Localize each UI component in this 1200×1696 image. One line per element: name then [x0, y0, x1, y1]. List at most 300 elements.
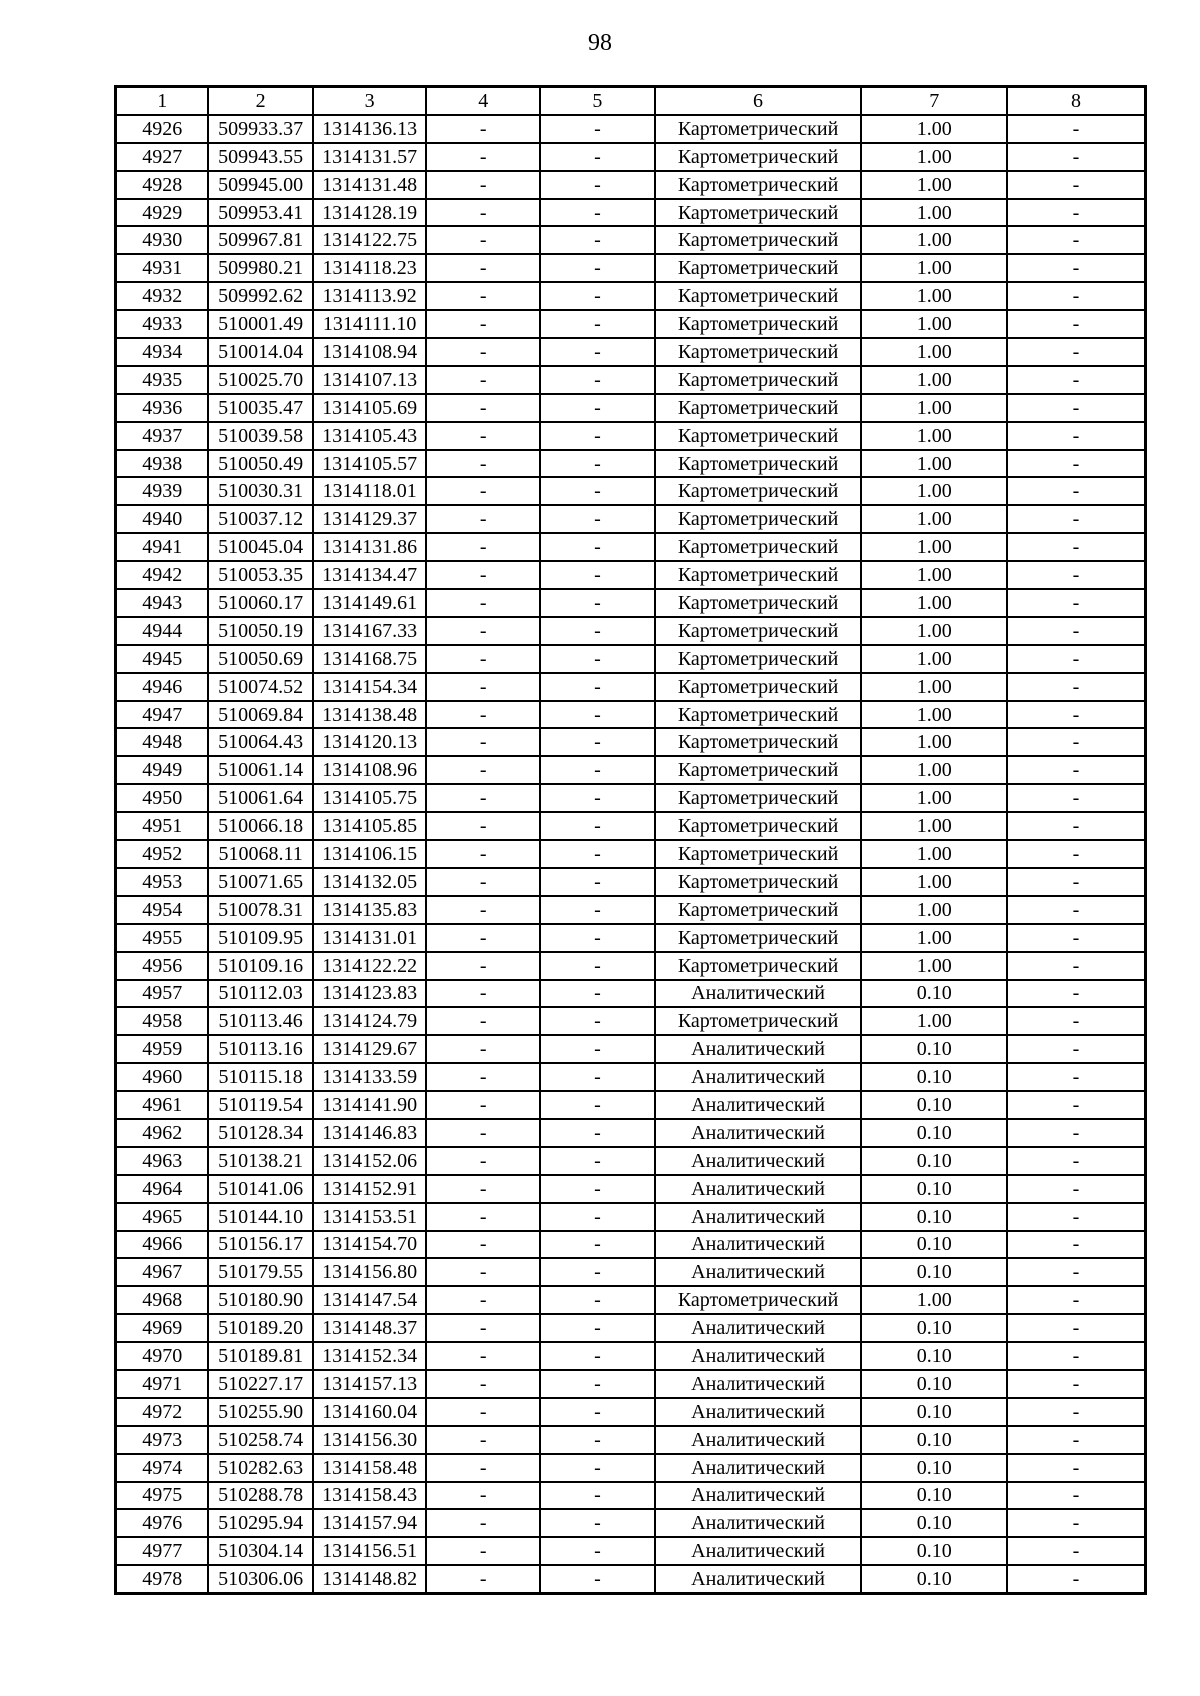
- table-cell: 4956: [116, 952, 209, 980]
- column-header: 5: [540, 87, 655, 115]
- table-row: [116, 728, 1146, 756]
- table-cell: 1314122.22: [313, 952, 427, 980]
- table-cell: 4976: [116, 1509, 209, 1537]
- table-cell: 4963: [116, 1147, 209, 1175]
- table-cell: -: [426, 450, 540, 478]
- table-cell: -: [540, 1258, 655, 1286]
- table-cell: 1.00: [861, 868, 1007, 896]
- table-cell: 0.10: [861, 1314, 1007, 1342]
- table-cell: -: [1007, 1565, 1145, 1593]
- table-row: [116, 589, 1146, 617]
- table-cell: 1314153.51: [313, 1203, 427, 1231]
- table-cell: -: [426, 1035, 540, 1063]
- table-row: [116, 645, 1146, 673]
- table-cell: 509967.81: [208, 226, 312, 254]
- table-cell: 1314120.13: [313, 728, 427, 756]
- table-cell: 1314157.13: [313, 1370, 427, 1398]
- table-cell: 1.00: [861, 812, 1007, 840]
- table-row: [116, 561, 1146, 589]
- table-cell: -: [540, 1286, 655, 1314]
- table-cell: 510068.11: [208, 840, 312, 868]
- table-cell: 509980.21: [208, 254, 312, 282]
- table-cell: 1.00: [861, 366, 1007, 394]
- table-cell: -: [426, 1007, 540, 1035]
- table-cell: 1314156.80: [313, 1258, 427, 1286]
- table-cell: 4977: [116, 1537, 209, 1565]
- column-header: 8: [1007, 87, 1145, 115]
- table-cell: -: [1007, 1119, 1145, 1147]
- table-cell: -: [540, 1537, 655, 1565]
- table-row: [116, 338, 1146, 366]
- table-cell: 0.10: [861, 1565, 1007, 1593]
- table-cell: 1.00: [861, 728, 1007, 756]
- table-cell: Аналитический: [655, 1370, 862, 1398]
- table-cell: -: [540, 422, 655, 450]
- table-cell: 1.00: [861, 310, 1007, 338]
- column-header: 6: [655, 87, 862, 115]
- table-cell: -: [1007, 1398, 1145, 1426]
- table-cell: -: [426, 199, 540, 227]
- table-cell: 4971: [116, 1370, 209, 1398]
- table-cell: 1314129.67: [313, 1035, 427, 1063]
- table-row: [116, 1007, 1146, 1035]
- table-cell: -: [1007, 1203, 1145, 1231]
- table-cell: 510025.70: [208, 366, 312, 394]
- table-cell: Аналитический: [655, 1175, 862, 1203]
- table-row: [116, 1063, 1146, 1091]
- table-cell: 1.00: [861, 422, 1007, 450]
- table-row: [116, 1454, 1146, 1482]
- table-cell: 1314106.15: [313, 840, 427, 868]
- table-row: [116, 784, 1146, 812]
- table-cell: 4933: [116, 310, 209, 338]
- table-body: [116, 115, 1146, 1594]
- table-cell: -: [426, 1147, 540, 1175]
- table-cell: 0.10: [861, 1035, 1007, 1063]
- table-cell: Картометрический: [655, 477, 862, 505]
- table-cell: 4947: [116, 701, 209, 729]
- table-cell: 1.00: [861, 645, 1007, 673]
- table-cell: Аналитический: [655, 1426, 862, 1454]
- table-cell: -: [1007, 645, 1145, 673]
- table-cell: 1.00: [861, 477, 1007, 505]
- table-cell: 1314105.69: [313, 394, 427, 422]
- table-row: [116, 1537, 1146, 1565]
- table-cell: 4950: [116, 784, 209, 812]
- table-row: [116, 1565, 1146, 1593]
- table-cell: -: [1007, 1035, 1145, 1063]
- table-cell: -: [540, 1565, 655, 1593]
- table-cell: -: [426, 226, 540, 254]
- table-cell: -: [540, 533, 655, 561]
- table-cell: 510258.74: [208, 1426, 312, 1454]
- table-cell: -: [1007, 366, 1145, 394]
- table-cell: 1314148.82: [313, 1565, 427, 1593]
- table-cell: 0.10: [861, 1454, 1007, 1482]
- table-cell: 510180.90: [208, 1286, 312, 1314]
- table-cell: -: [540, 1147, 655, 1175]
- table-cell: -: [426, 1286, 540, 1314]
- table-cell: 1.00: [861, 505, 1007, 533]
- table-cell: -: [540, 896, 655, 924]
- table-cell: 0.10: [861, 1509, 1007, 1537]
- column-header: 7: [861, 87, 1007, 115]
- table-cell: 510179.55: [208, 1258, 312, 1286]
- table-cell: 1.00: [861, 561, 1007, 589]
- table-row: [116, 840, 1146, 868]
- table-cell: 1314131.86: [313, 533, 427, 561]
- table-cell: -: [426, 338, 540, 366]
- table-row: [116, 1258, 1146, 1286]
- table-cell: 0.10: [861, 1147, 1007, 1175]
- table-cell: 1314128.19: [313, 199, 427, 227]
- table-cell: Аналитический: [655, 1119, 862, 1147]
- table-cell: 510304.14: [208, 1537, 312, 1565]
- table-cell: Аналитический: [655, 1537, 862, 1565]
- table-cell: 4955: [116, 924, 209, 952]
- table-cell: -: [426, 1203, 540, 1231]
- table-cell: 510039.58: [208, 422, 312, 450]
- table-cell: 1.00: [861, 617, 1007, 645]
- table-cell: 1.00: [861, 199, 1007, 227]
- table-cell: -: [426, 366, 540, 394]
- table-cell: 1314108.96: [313, 756, 427, 784]
- table-cell: 510128.34: [208, 1119, 312, 1147]
- table-cell: 4929: [116, 199, 209, 227]
- table-cell: 4940: [116, 505, 209, 533]
- table-cell: Картометрический: [655, 282, 862, 310]
- table-row: [116, 1286, 1146, 1314]
- table-cell: 4949: [116, 756, 209, 784]
- table-cell: -: [426, 477, 540, 505]
- table-cell: -: [540, 1007, 655, 1035]
- table-cell: 1.00: [861, 756, 1007, 784]
- table-cell: 1314154.70: [313, 1231, 427, 1259]
- table-cell: -: [1007, 617, 1145, 645]
- table-cell: Аналитический: [655, 1035, 862, 1063]
- table-cell: 1314133.59: [313, 1063, 427, 1091]
- table-cell: 1314138.48: [313, 701, 427, 729]
- table-row: [116, 394, 1146, 422]
- table-cell: -: [426, 1509, 540, 1537]
- table-cell: -: [540, 980, 655, 1008]
- table-cell: 510189.81: [208, 1342, 312, 1370]
- table-cell: 1314105.43: [313, 422, 427, 450]
- table-cell: -: [426, 1482, 540, 1510]
- table-cell: -: [426, 1063, 540, 1091]
- table-cell: 1.00: [861, 254, 1007, 282]
- table-cell: Картометрический: [655, 450, 862, 478]
- table-cell: 4978: [116, 1565, 209, 1593]
- table-cell: -: [540, 561, 655, 589]
- table-cell: -: [540, 1091, 655, 1119]
- table-cell: -: [426, 980, 540, 1008]
- table-cell: -: [1007, 868, 1145, 896]
- table-cell: 1.00: [861, 896, 1007, 924]
- table-cell: -: [426, 1342, 540, 1370]
- table-cell: 509992.62: [208, 282, 312, 310]
- table-cell: -: [540, 1203, 655, 1231]
- table-cell: -: [426, 645, 540, 673]
- table-cell: 1314118.23: [313, 254, 427, 282]
- table-cell: 510069.84: [208, 701, 312, 729]
- table-cell: 4952: [116, 840, 209, 868]
- table-cell: 1314136.13: [313, 115, 427, 143]
- page-number: 98: [588, 30, 612, 56]
- table-cell: 1314111.10: [313, 310, 427, 338]
- table-cell: Картометрический: [655, 561, 862, 589]
- table-cell: -: [1007, 310, 1145, 338]
- table-cell: 1314122.75: [313, 226, 427, 254]
- table-cell: -: [426, 924, 540, 952]
- table-cell: -: [426, 1091, 540, 1119]
- table-row: [116, 1342, 1146, 1370]
- table-cell: 0.10: [861, 1119, 1007, 1147]
- table-cell: -: [426, 1454, 540, 1482]
- table-cell: 4937: [116, 422, 209, 450]
- table-cell: 510050.19: [208, 617, 312, 645]
- table-cell: 1.00: [861, 171, 1007, 199]
- table-cell: Картометрический: [655, 868, 862, 896]
- table-cell: -: [1007, 1063, 1145, 1091]
- table-cell: Аналитический: [655, 1314, 862, 1342]
- table-cell: 4935: [116, 366, 209, 394]
- table-cell: 510045.04: [208, 533, 312, 561]
- table-cell: 4961: [116, 1091, 209, 1119]
- table-cell: -: [1007, 422, 1145, 450]
- table-row: [116, 756, 1146, 784]
- table-cell: -: [1007, 1007, 1145, 1035]
- table-cell: 509945.00: [208, 171, 312, 199]
- table-cell: 510255.90: [208, 1398, 312, 1426]
- table-cell: Картометрический: [655, 338, 862, 366]
- table-cell: -: [426, 589, 540, 617]
- table-cell: 510001.49: [208, 310, 312, 338]
- table-cell: 1314132.05: [313, 868, 427, 896]
- table-cell: -: [1007, 1426, 1145, 1454]
- table-cell: Картометрический: [655, 589, 862, 617]
- table-cell: 1314118.01: [313, 477, 427, 505]
- table-cell: 1314124.79: [313, 1007, 427, 1035]
- table-cell: 1314158.48: [313, 1454, 427, 1482]
- table-cell: 1314134.47: [313, 561, 427, 589]
- table-cell: 4974: [116, 1454, 209, 1482]
- table-row: [116, 1314, 1146, 1342]
- table-cell: 510061.14: [208, 756, 312, 784]
- table-cell: 4942: [116, 561, 209, 589]
- table-cell: 510119.54: [208, 1091, 312, 1119]
- table-cell: 4938: [116, 450, 209, 478]
- table-cell: -: [1007, 1509, 1145, 1537]
- table-row: [116, 701, 1146, 729]
- table-cell: -: [1007, 728, 1145, 756]
- table-cell: 4960: [116, 1063, 209, 1091]
- table-row: [116, 115, 1146, 143]
- table-cell: 1314148.37: [313, 1314, 427, 1342]
- table-cell: Аналитический: [655, 1063, 862, 1091]
- table-cell: Аналитический: [655, 980, 862, 1008]
- table-cell: 4932: [116, 282, 209, 310]
- table-cell: 1.00: [861, 282, 1007, 310]
- table-cell: -: [540, 282, 655, 310]
- table-cell: Аналитический: [655, 1203, 862, 1231]
- table-cell: -: [540, 505, 655, 533]
- table-cell: -: [1007, 561, 1145, 589]
- table-cell: 0.10: [861, 1258, 1007, 1286]
- table-cell: -: [540, 1342, 655, 1370]
- table-cell: Аналитический: [655, 1454, 862, 1482]
- table-cell: -: [426, 1119, 540, 1147]
- table-cell: 510066.18: [208, 812, 312, 840]
- table-cell: -: [1007, 756, 1145, 784]
- table-row: [116, 1091, 1146, 1119]
- table-cell: -: [540, 226, 655, 254]
- table-cell: -: [1007, 1370, 1145, 1398]
- table-cell: 510189.20: [208, 1314, 312, 1342]
- table-cell: 0.10: [861, 1231, 1007, 1259]
- table-cell: 509953.41: [208, 199, 312, 227]
- table-cell: -: [426, 1537, 540, 1565]
- table-cell: -: [540, 840, 655, 868]
- table-cell: 1.00: [861, 450, 1007, 478]
- table-cell: Аналитический: [655, 1398, 862, 1426]
- table-cell: 4965: [116, 1203, 209, 1231]
- table-cell: 1.00: [861, 143, 1007, 171]
- table-cell: Картометрический: [655, 394, 862, 422]
- table-cell: 1.00: [861, 226, 1007, 254]
- table-row: [116, 171, 1146, 199]
- table-cell: 4951: [116, 812, 209, 840]
- table-cell: -: [1007, 673, 1145, 701]
- table-cell: 1314147.54: [313, 1286, 427, 1314]
- table-cell: 1.00: [861, 533, 1007, 561]
- table-header-row: [116, 87, 1146, 115]
- table-cell: -: [540, 784, 655, 812]
- table-cell: 0.10: [861, 1091, 1007, 1119]
- column-header: 2: [208, 87, 312, 115]
- table-cell: 4962: [116, 1119, 209, 1147]
- table-cell: 4967: [116, 1258, 209, 1286]
- table-cell: 4943: [116, 589, 209, 617]
- table-cell: Картометрический: [655, 952, 862, 980]
- table-cell: 4927: [116, 143, 209, 171]
- table-cell: -: [426, 505, 540, 533]
- table-cell: -: [1007, 254, 1145, 282]
- table-cell: -: [1007, 199, 1145, 227]
- table-cell: 1314149.61: [313, 589, 427, 617]
- table-cell: -: [1007, 1175, 1145, 1203]
- table-cell: 4936: [116, 394, 209, 422]
- table-cell: -: [540, 171, 655, 199]
- table-cell: 4969: [116, 1314, 209, 1342]
- table-cell: -: [1007, 1286, 1145, 1314]
- table-cell: 0.10: [861, 980, 1007, 1008]
- column-header: 1: [116, 87, 209, 115]
- table-cell: Картометрический: [655, 812, 862, 840]
- table-cell: -: [540, 1063, 655, 1091]
- table-cell: 1.00: [861, 673, 1007, 701]
- table-cell: 1314108.94: [313, 338, 427, 366]
- table-row: [116, 1398, 1146, 1426]
- table-cell: 1314123.83: [313, 980, 427, 1008]
- table-cell: 1314157.94: [313, 1509, 427, 1537]
- table-cell: 4926: [116, 115, 209, 143]
- table-row: [116, 1175, 1146, 1203]
- table-cell: Картометрический: [655, 115, 862, 143]
- table-cell: 4957: [116, 980, 209, 1008]
- table-cell: Картометрический: [655, 756, 862, 784]
- table-cell: Картометрический: [655, 896, 862, 924]
- table-cell: -: [540, 1035, 655, 1063]
- table-cell: 4941: [116, 533, 209, 561]
- table-cell: 1314131.01: [313, 924, 427, 952]
- table-cell: -: [426, 282, 540, 310]
- table-cell: Картометрический: [655, 840, 862, 868]
- table-cell: 4954: [116, 896, 209, 924]
- table-cell: Аналитический: [655, 1091, 862, 1119]
- table-cell: -: [1007, 450, 1145, 478]
- table-cell: 510109.16: [208, 952, 312, 980]
- table-cell: 1.00: [861, 701, 1007, 729]
- table-cell: 510061.64: [208, 784, 312, 812]
- table-cell: -: [426, 701, 540, 729]
- table-cell: 1.00: [861, 1286, 1007, 1314]
- table-cell: -: [540, 394, 655, 422]
- table-cell: -: [1007, 784, 1145, 812]
- table-cell: -: [426, 868, 540, 896]
- table-cell: -: [426, 310, 540, 338]
- column-header: 4: [426, 87, 540, 115]
- table-row: [116, 617, 1146, 645]
- table-cell: -: [540, 1398, 655, 1426]
- table-cell: -: [540, 310, 655, 338]
- table-cell: Картометрический: [655, 422, 862, 450]
- table-cell: 510227.17: [208, 1370, 312, 1398]
- table-cell: Картометрический: [655, 199, 862, 227]
- table-cell: -: [426, 840, 540, 868]
- table-cell: -: [1007, 1537, 1145, 1565]
- table-cell: -: [426, 952, 540, 980]
- table-cell: 0.10: [861, 1426, 1007, 1454]
- table-cell: 1.00: [861, 115, 1007, 143]
- table-row: [116, 1147, 1146, 1175]
- table-row: [116, 450, 1146, 478]
- table-cell: -: [540, 589, 655, 617]
- table-cell: 510109.95: [208, 924, 312, 952]
- table-cell: -: [1007, 282, 1145, 310]
- table-cell: -: [1007, 505, 1145, 533]
- table-cell: 510295.94: [208, 1509, 312, 1537]
- table-cell: 510014.04: [208, 338, 312, 366]
- table-cell: 510037.12: [208, 505, 312, 533]
- table-cell: -: [1007, 1147, 1145, 1175]
- table-cell: -: [540, 812, 655, 840]
- table-cell: -: [1007, 1342, 1145, 1370]
- table-cell: 510306.06: [208, 1565, 312, 1593]
- table-cell: -: [426, 812, 540, 840]
- table-cell: 0.10: [861, 1203, 1007, 1231]
- table-cell: 1.00: [861, 1007, 1007, 1035]
- table-cell: 0.10: [861, 1398, 1007, 1426]
- table-cell: 4964: [116, 1175, 209, 1203]
- table-cell: -: [540, 1426, 655, 1454]
- table-cell: -: [426, 756, 540, 784]
- table-cell: Аналитический: [655, 1342, 862, 1370]
- table-cell: -: [540, 366, 655, 394]
- table-cell: -: [1007, 701, 1145, 729]
- table-cell: 4958: [116, 1007, 209, 1035]
- table-row: [116, 310, 1146, 338]
